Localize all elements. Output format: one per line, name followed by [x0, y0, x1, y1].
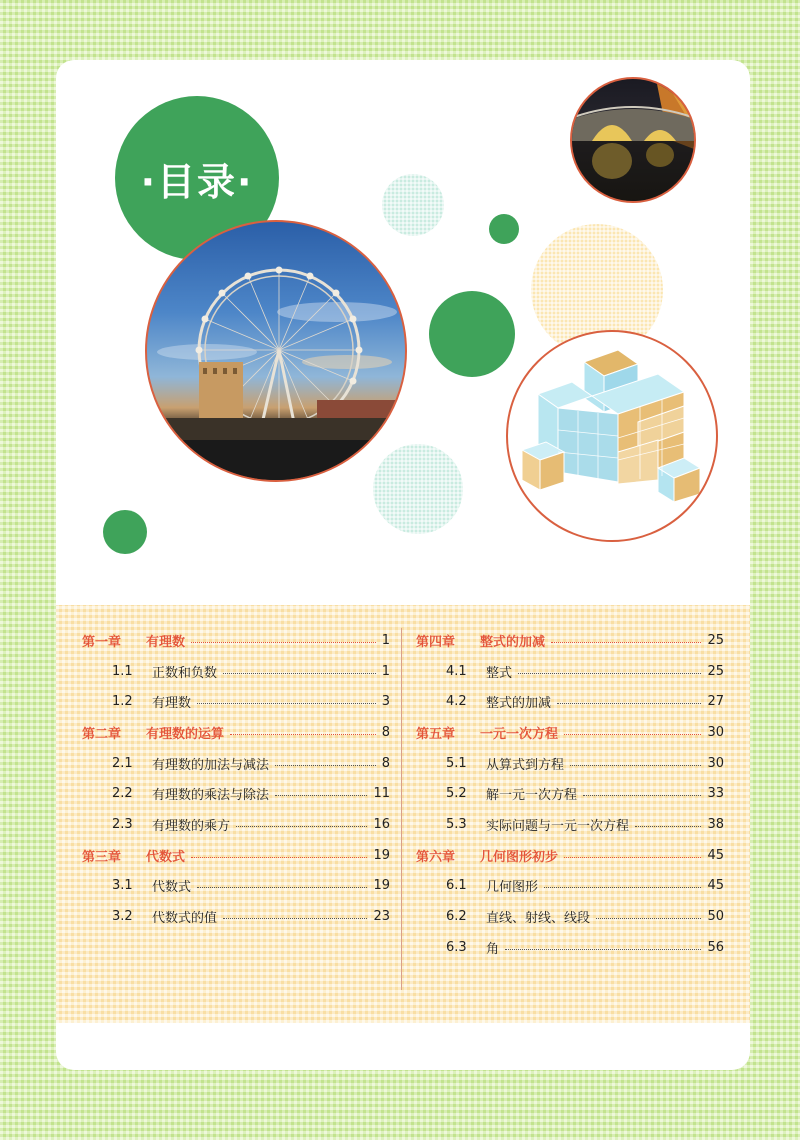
chapter-number: 第三章 — [82, 849, 122, 865]
section-title: 整式 — [486, 665, 513, 681]
page-number: 1 — [381, 663, 390, 679]
dot-leader — [564, 734, 701, 735]
page-number: 38 — [707, 816, 724, 832]
page-number: 8 — [381, 755, 390, 771]
chapter-title: 整式的加减 — [480, 634, 546, 650]
dot-leader — [635, 826, 701, 827]
dot-leader — [275, 765, 376, 766]
toc-section-3-2[interactable] — [82, 901, 390, 932]
section-title: 有理数的乘法与除法 — [152, 788, 270, 804]
page-number: 8 — [381, 724, 390, 740]
section-number: 6.1 — [446, 878, 467, 894]
page-number: 30 — [707, 724, 724, 740]
section-number: 2.1 — [112, 755, 133, 771]
section-title: 正数和负数 — [152, 665, 218, 681]
toc-chapter-4[interactable] — [416, 625, 724, 656]
section-title: 代数式 — [152, 880, 192, 896]
section-title: 整式的加减 — [486, 696, 552, 712]
chapter-title: 几何图形初步 — [480, 849, 559, 865]
dot-leader — [551, 642, 701, 643]
chapter-number: 第六章 — [416, 849, 456, 865]
section-number: 4.2 — [446, 694, 467, 710]
toc-chapter-1[interactable] — [82, 625, 390, 656]
page-number: 1 — [381, 632, 390, 648]
section-number: 5.3 — [446, 816, 467, 832]
page-title: ·目录· — [140, 159, 254, 204]
toc-section-1-1[interactable] — [82, 656, 390, 687]
page-number: 45 — [707, 878, 724, 894]
dot-leader — [557, 703, 701, 704]
section-number: 2.3 — [112, 816, 133, 832]
dot-leader — [583, 795, 701, 796]
page-number: 3 — [381, 694, 390, 710]
section-number: 1.1 — [112, 663, 133, 679]
page-number: 33 — [707, 786, 724, 802]
toc-section-5-1[interactable] — [416, 748, 724, 779]
stone-bridge-photo — [570, 77, 696, 203]
page-number: 25 — [707, 632, 724, 648]
toc-section-2-2[interactable] — [82, 778, 390, 809]
dot-leader — [275, 795, 367, 796]
toc-column-left — [82, 625, 390, 932]
toc-section-1-2[interactable] — [82, 686, 390, 717]
section-number: 2.2 — [112, 786, 133, 802]
toc-section-6-1[interactable] — [416, 871, 724, 902]
dot-leader — [197, 703, 376, 704]
ferris-wheel-icon — [147, 222, 405, 480]
dot-leader — [505, 949, 701, 950]
section-title: 有理数的乘方 — [152, 818, 231, 834]
dot-leader — [230, 734, 376, 735]
section-number: 5.2 — [446, 786, 467, 802]
section-title: 角 — [486, 941, 500, 957]
section-number: 6.3 — [446, 939, 467, 955]
toc-chapter-6[interactable] — [416, 840, 724, 871]
chapter-number: 第二章 — [82, 726, 122, 742]
dot-leader — [191, 642, 376, 643]
chapter-title: 有理数的运算 — [146, 726, 225, 742]
chapter-title: 一元一次方程 — [480, 726, 559, 742]
chapter-number: 第一章 — [82, 634, 122, 650]
dot-leader — [564, 857, 701, 858]
page-number: 19 — [373, 847, 390, 863]
section-title: 有理数 — [152, 696, 192, 712]
toc-section-5-3[interactable] — [416, 809, 724, 840]
chapter-number: 第五章 — [416, 726, 456, 742]
dot-leader — [197, 887, 367, 888]
section-number: 6.2 — [446, 909, 467, 925]
toc-column-right — [416, 625, 724, 963]
section-title: 直线、射线、线段 — [486, 911, 591, 927]
toc-section-6-2[interactable] — [416, 901, 724, 932]
page-number: 25 — [707, 663, 724, 679]
london-eye-photo — [145, 220, 407, 482]
decorative-dot — [429, 291, 515, 377]
toc-chapter-5[interactable] — [416, 717, 724, 748]
section-number: 5.1 — [446, 755, 467, 771]
page-number: 16 — [373, 816, 390, 832]
dot-leader — [191, 857, 367, 858]
decorative-dot — [373, 444, 463, 534]
cube-stack-illustration — [506, 330, 718, 542]
dot-leader — [236, 826, 367, 827]
page-number: 23 — [373, 909, 390, 925]
toc-section-5-2[interactable] — [416, 778, 724, 809]
decorative-dot — [382, 174, 444, 236]
section-number: 4.1 — [446, 663, 467, 679]
dot-leader — [223, 918, 367, 919]
toc-chapter-3[interactable] — [82, 840, 390, 871]
toc-section-4-1[interactable] — [416, 656, 724, 687]
chapter-title: 有理数 — [146, 634, 186, 650]
cube-icon — [508, 332, 716, 540]
decorative-dot — [489, 214, 519, 244]
dot-leader — [570, 765, 701, 766]
toc-section-6-3[interactable] — [416, 932, 724, 963]
toc-section-3-1[interactable] — [82, 871, 390, 902]
page-number: 45 — [707, 847, 724, 863]
page-number: 27 — [707, 694, 724, 710]
dot-leader — [223, 673, 376, 674]
dot-leader — [596, 918, 701, 919]
toc-section-4-2[interactable] — [416, 686, 724, 717]
toc-chapter-2[interactable] — [82, 717, 390, 748]
decorative-dot — [103, 510, 147, 554]
toc-section-2-1[interactable] — [82, 748, 390, 779]
dot-leader — [544, 887, 701, 888]
chapter-title: 代数式 — [146, 849, 186, 865]
section-number: 3.2 — [112, 909, 133, 925]
page-number: 11 — [373, 786, 390, 802]
section-title: 几何图形 — [486, 880, 539, 896]
section-title: 解一元一次方程 — [486, 788, 578, 804]
column-divider — [401, 628, 402, 990]
section-title: 实际问题与一元一次方程 — [486, 818, 630, 834]
bridge-icon — [572, 79, 694, 201]
dot-leader — [518, 673, 701, 674]
page-number: 19 — [373, 878, 390, 894]
chapter-number: 第四章 — [416, 634, 456, 650]
page-number: 30 — [707, 755, 724, 771]
section-title: 从算式到方程 — [486, 757, 565, 773]
page-number: 50 — [707, 909, 724, 925]
section-number: 1.2 — [112, 694, 133, 710]
page-number: 56 — [707, 939, 724, 955]
toc-section-2-3[interactable] — [82, 809, 390, 840]
section-title: 有理数的加法与减法 — [152, 757, 270, 773]
section-title: 代数式的值 — [152, 911, 218, 927]
section-number: 3.1 — [112, 878, 133, 894]
